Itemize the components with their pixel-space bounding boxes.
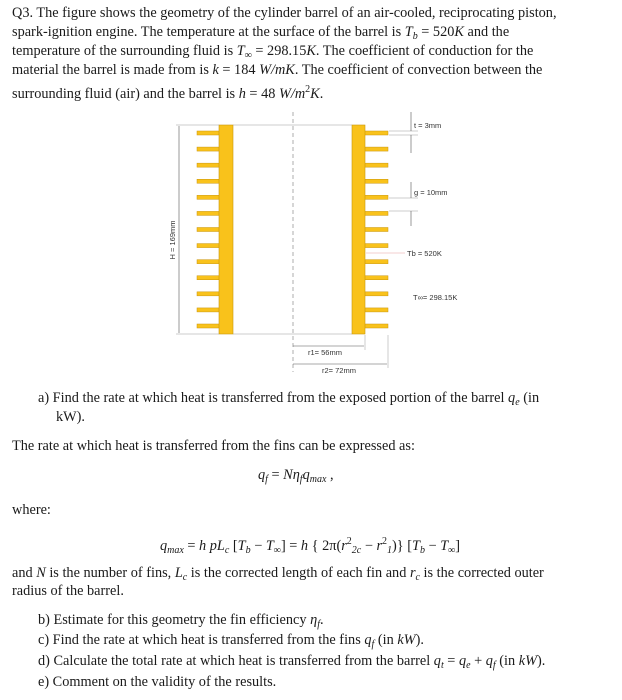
text-fragment: −	[250, 538, 266, 554]
right-fin	[364, 228, 388, 232]
part-a-line	[38, 389, 539, 412]
text-fragment: b) Estimate for this geometry the fin efficiency	[38, 612, 311, 628]
text-fragment: radius of the barrel.	[12, 583, 124, 599]
text-fragment: T	[265, 538, 274, 554]
text-fragment: { 2π(	[308, 538, 342, 554]
part-e	[38, 673, 276, 692]
text-fragment: is the number of fins,	[45, 565, 175, 581]
text-fragment: ,	[326, 467, 334, 483]
text-fragment: 2	[346, 536, 352, 547]
text-fragment: K	[306, 43, 316, 59]
tb-label: Tb = 520K	[407, 249, 442, 258]
left-fin	[197, 195, 220, 199]
left-fin	[197, 244, 220, 248]
text-fragment: W/m	[278, 86, 306, 102]
text-fragment: )} [	[392, 538, 413, 554]
text-fragment: q	[458, 653, 467, 669]
right-fin	[364, 292, 388, 296]
right-fin	[364, 131, 388, 135]
r2-label: r2= 72mm	[322, 366, 356, 375]
text-fragment: =	[267, 467, 284, 483]
text-fragment: (in	[495, 653, 519, 669]
text-fragment: kW	[56, 409, 77, 425]
h-label: H = 169mm	[168, 220, 177, 260]
text-fragment: W/mK	[259, 62, 295, 78]
text-fragment: c) Find the rate at which heat is transferred from the fins	[38, 632, 365, 648]
left-fin	[197, 276, 220, 280]
text-fragment: f	[299, 474, 303, 485]
text-fragment: and the	[463, 24, 510, 40]
text-fragment: h pL	[199, 538, 225, 554]
text-fragment: =	[443, 653, 459, 669]
part-c	[38, 631, 424, 654]
text-fragment: e) Comment on the validity of the results.	[38, 674, 277, 690]
left-fin	[197, 163, 220, 167]
fin-rate-text	[12, 437, 415, 456]
text-fragment: .	[319, 612, 324, 628]
text-fragment: q	[364, 632, 372, 648]
text-fragment: h	[300, 538, 309, 554]
text-fragment: where:	[12, 502, 51, 518]
equation-qmax	[160, 532, 460, 560]
text-fragment: kW	[518, 653, 537, 669]
text-fragment: The rate at which heat is transferred from the fins can be expressed as:	[12, 438, 415, 454]
text-fragment: ).	[537, 653, 546, 669]
text-fragment: max	[167, 545, 184, 556]
text-fragment: = 48	[245, 86, 279, 102]
text-fragment: t	[440, 660, 444, 671]
text-fragment: −	[361, 538, 377, 554]
text-fragment: η	[310, 612, 318, 628]
text-fragment: ∞	[273, 545, 281, 556]
text-fragment: . The coefficient of conduction for the	[315, 43, 534, 59]
text-fragment: 2c	[351, 545, 362, 556]
text-fragment: f	[371, 639, 375, 650]
text-fragment: r	[376, 538, 383, 554]
text-fragment: kW	[397, 632, 416, 648]
text-fragment: material the barrel is made from is	[12, 62, 213, 78]
text-fragment: T	[237, 538, 246, 554]
text-fragment: −	[424, 538, 441, 554]
text-fragment: q	[258, 467, 266, 483]
text-fragment: =	[183, 538, 200, 554]
left-fin	[197, 308, 220, 312]
text-fragment: q	[160, 538, 168, 554]
text-fragment: T	[404, 24, 413, 40]
text-fragment: = 298.15	[251, 43, 307, 59]
text-fragment: 1	[387, 545, 393, 556]
text-fragment: r	[341, 538, 347, 554]
text-fragment: K	[310, 86, 320, 102]
text-fragment: f	[265, 474, 268, 485]
right-fin	[364, 244, 388, 248]
right-fin	[364, 179, 388, 183]
text-fragment: is the corrected length of each fin and	[187, 565, 410, 581]
text-fragment: (in	[374, 632, 398, 648]
text-fragment: c	[224, 545, 230, 556]
text-fragment: q	[485, 653, 493, 669]
r1-label: r1= 56mm	[308, 348, 342, 357]
where-label	[12, 501, 51, 520]
text-fragment: k	[212, 62, 219, 78]
text-fragment: a) Find the rate at which heat is transferred from the exposed portion of the barrel	[38, 390, 509, 406]
text-fragment: Nη	[283, 467, 300, 483]
text-fragment: ] =	[280, 538, 301, 554]
right-barrel-wall	[352, 125, 365, 334]
text-fragment: [	[229, 538, 238, 554]
right-fin	[364, 324, 388, 328]
text-fragment: Q3. The figure shows the geometry of the cylinder barrel of an air-cooled, reciprocating piston,	[12, 5, 557, 21]
text-fragment: K	[454, 24, 464, 40]
right-fin	[364, 260, 388, 264]
text-fragment: 2	[382, 536, 388, 547]
right-fin	[364, 211, 388, 215]
text-fragment: b	[245, 545, 251, 556]
text-fragment: = 184	[218, 62, 260, 78]
text-fragment: temperature of the surrounding fluid is	[12, 43, 237, 59]
t-label: t = 3mm	[414, 121, 442, 130]
part-a-line	[56, 408, 85, 427]
text-fragment: and	[12, 565, 37, 581]
left-fin	[197, 179, 220, 183]
text-fragment: ).	[415, 632, 424, 648]
text-fragment: ∞	[448, 545, 456, 556]
tinf-label: T∞= 298.15K	[413, 293, 458, 302]
definition-line	[12, 582, 124, 601]
left-fin	[197, 147, 220, 151]
left-fin	[197, 211, 220, 215]
text-fragment: d) Calculate the total rate at which heat is transferred from the barrel	[38, 653, 434, 669]
text-fragment: . The coefficient of convection between the	[294, 62, 543, 78]
text-fragment: f	[317, 619, 320, 630]
text-fragment: q	[508, 390, 516, 406]
left-fin	[197, 260, 220, 264]
text-fragment: T	[440, 538, 449, 554]
right-fin	[364, 163, 388, 167]
text-fragment: max	[309, 474, 327, 485]
text-fragment: +	[470, 653, 486, 669]
left-fin	[197, 131, 220, 135]
text-fragment: e	[515, 397, 520, 408]
left-fin	[197, 292, 220, 296]
text-fragment: q	[433, 653, 441, 669]
left-fin	[197, 324, 220, 328]
right-fin	[364, 195, 388, 199]
text-fragment: T	[412, 538, 420, 554]
equation-qf	[258, 466, 334, 489]
text-fragment: T	[236, 43, 245, 59]
right-fin	[364, 308, 388, 312]
text-fragment: f	[492, 660, 496, 671]
text-fragment: = 520	[417, 24, 455, 40]
text-fragment: ∞	[244, 50, 252, 61]
text-fragment: ]	[455, 538, 461, 554]
text-fragment: .	[319, 86, 324, 102]
g-label: g = 10mm	[414, 188, 448, 197]
text-fragment: N	[36, 565, 46, 581]
text-fragment: (in	[519, 390, 540, 406]
text-fragment: surrounding fluid (air) and the barrel is	[12, 86, 239, 102]
text-fragment: ).	[76, 409, 85, 425]
left-fin	[197, 228, 220, 232]
right-fin	[364, 147, 388, 151]
text-fragment: r	[409, 565, 416, 581]
text-fragment: b	[419, 545, 425, 556]
text-fragment: e	[466, 660, 471, 671]
text-fragment: L	[174, 565, 183, 581]
text-fragment: 2	[305, 84, 311, 95]
text-fragment: spark-ignition engine. The temperature at the surface of the barrel is	[12, 24, 405, 40]
text-fragment: h	[238, 86, 246, 102]
text-fragment: b	[412, 31, 418, 42]
left-barrel-wall	[219, 125, 233, 334]
right-fin	[364, 276, 388, 280]
text-fragment: q	[302, 467, 310, 483]
part-d	[38, 652, 545, 675]
text-fragment: c	[182, 572, 188, 583]
text-fragment: c	[415, 572, 420, 583]
text-fragment: is the corrected outer	[419, 565, 544, 581]
